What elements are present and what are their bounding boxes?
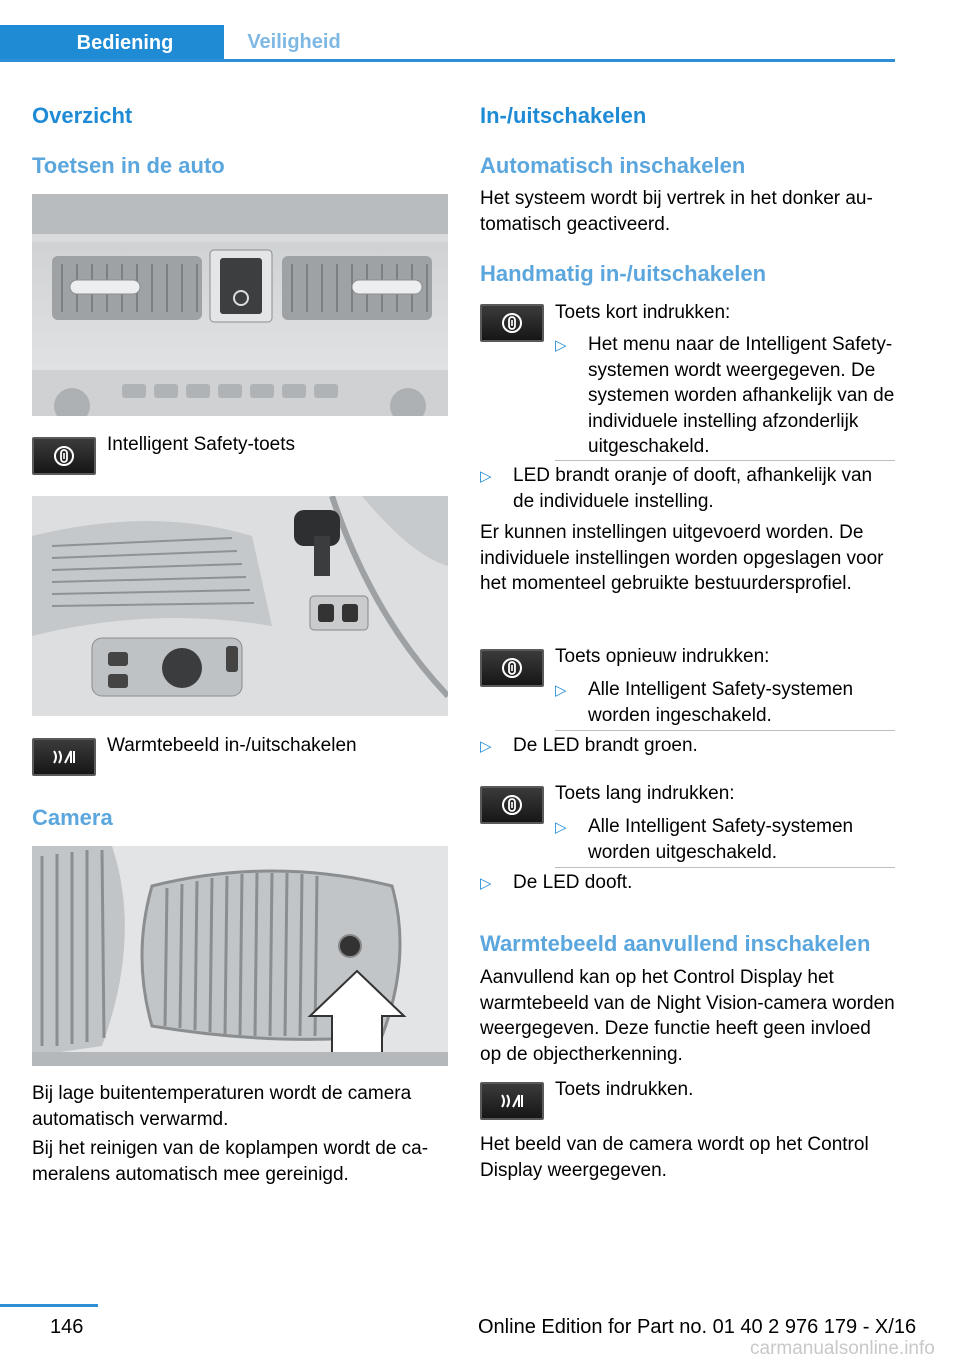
heading-overzicht: Overzicht xyxy=(32,103,133,128)
header-rule xyxy=(0,59,895,62)
list-item xyxy=(555,814,895,865)
tab-veiligheid[interactable]: Veiligheid xyxy=(247,30,341,53)
list-item xyxy=(480,733,895,759)
page-number: 146 xyxy=(50,1316,84,1338)
long-press-label: Toets lang indrukken: xyxy=(555,783,735,804)
triangle-right-icon: ▷ xyxy=(555,819,567,836)
subheading-toetsen: Toetsen in de auto xyxy=(32,153,225,178)
night-vision-key xyxy=(32,738,96,776)
list-divider xyxy=(555,460,895,461)
intelligent-safety-icon xyxy=(500,656,524,680)
heading-camera: Camera xyxy=(32,805,113,830)
watermark: carmanualsonline.info xyxy=(750,1338,935,1359)
night-vision-icon xyxy=(498,1089,526,1113)
night-vision-key-right xyxy=(480,1082,544,1120)
triangle-right-icon: ▷ xyxy=(555,682,567,699)
light-switch-photo xyxy=(32,496,448,716)
heading-automatisch: Automatisch inschakelen xyxy=(480,153,746,178)
intelligent-safety-icon xyxy=(500,311,524,335)
again-bullet-2-text: De LED brandt groen. xyxy=(513,735,698,756)
edition-text: Online Edition for Part no. 01 40 2 976 179 - X/16 xyxy=(478,1316,917,1338)
list-item xyxy=(555,332,895,460)
list-divider xyxy=(555,730,895,731)
short-bullet-2-text: LED brandt oranje of dooft, afhankelijk van de individuele instelling. xyxy=(513,465,873,512)
night-vision-icon xyxy=(50,745,78,769)
list-divider xyxy=(555,867,895,868)
list-item xyxy=(480,870,895,896)
auto-paragraph: Het systeem wordt bij vertrek in het donker automatisch geactiveerd. xyxy=(480,188,873,235)
intelligent-safety-icon xyxy=(52,444,76,468)
header-bar xyxy=(0,25,895,62)
settings-paragraph: Er kunnen instellingen uitgevoerd worden. De individuele instellingen worden opgeslagen voor het momenteel gebruikte bestuurdersprofiel. xyxy=(480,522,884,594)
short-bullet-1-text: Het menu naar de Intelligent Safety-systemen wordt weergegeven. De systemen worden afhankelijk van de individuele instelling afzonderlijk uitgeschakeld. xyxy=(588,334,895,457)
heading-in-uitschakelen: In-/uitschakelen xyxy=(480,103,647,128)
key2-label: Warmtebeeld in-/uitschakelen xyxy=(107,735,357,756)
key1-label: Intelligent Safety-toets xyxy=(107,434,295,455)
final-paragraph: Het beeld van de camera wordt op het Control Display weergegeven. xyxy=(480,1134,869,1181)
dashboard-photo xyxy=(32,194,448,416)
camera-photo xyxy=(32,846,448,1066)
triangle-right-icon: ▷ xyxy=(480,468,492,485)
triangle-right-icon: ▷ xyxy=(555,337,567,354)
list-item xyxy=(555,677,895,728)
long-bullet-2-text: De LED dooft. xyxy=(513,872,633,893)
thermal-paragraph: Aanvullend kan op het Control Display het warmtebeeld van de Night Vision-camera worden weergegeven. Deze functie heeft geen invloed op de objectherkenning. xyxy=(480,967,895,1065)
intelligent-safety-icon xyxy=(500,793,524,817)
short-press-label: Toets kort indrukken: xyxy=(555,302,731,323)
intelligent-safety-key xyxy=(32,437,96,475)
camera-paragraph-1: Bij lage buitentemperaturen wordt de camera automatisch verwarmd. xyxy=(32,1083,412,1130)
heading-handmatig: Handmatig in-/uitschakelen xyxy=(480,261,767,286)
footer-rule xyxy=(0,1304,98,1307)
triangle-right-icon: ▷ xyxy=(480,738,492,755)
heading-warmtebeeld: Warmtebeeld aanvullend inschakelen xyxy=(480,931,871,956)
triangle-right-icon: ▷ xyxy=(480,875,492,892)
tab-bediening[interactable]: Bediening xyxy=(0,25,224,62)
intelligent-safety-key-again xyxy=(480,649,544,687)
intelligent-safety-key-long xyxy=(480,786,544,824)
list-item xyxy=(480,463,895,514)
again-bullet-1-text: Alle Intelligent Safety-systemen worden ingeschakeld. xyxy=(588,679,854,726)
intelligent-safety-key-short xyxy=(480,304,544,342)
camera-paragraph-2: Bij het reinigen van de koplampen wordt de cameralens automatisch mee gereinigd. xyxy=(32,1138,429,1185)
press-label: Toets indrukken. xyxy=(555,1079,694,1100)
again-press-label: Toets opnieuw indrukken: xyxy=(555,646,770,667)
long-bullet-1-text: Alle Intelligent Safety-systemen worden uitgeschakeld. xyxy=(588,816,854,863)
